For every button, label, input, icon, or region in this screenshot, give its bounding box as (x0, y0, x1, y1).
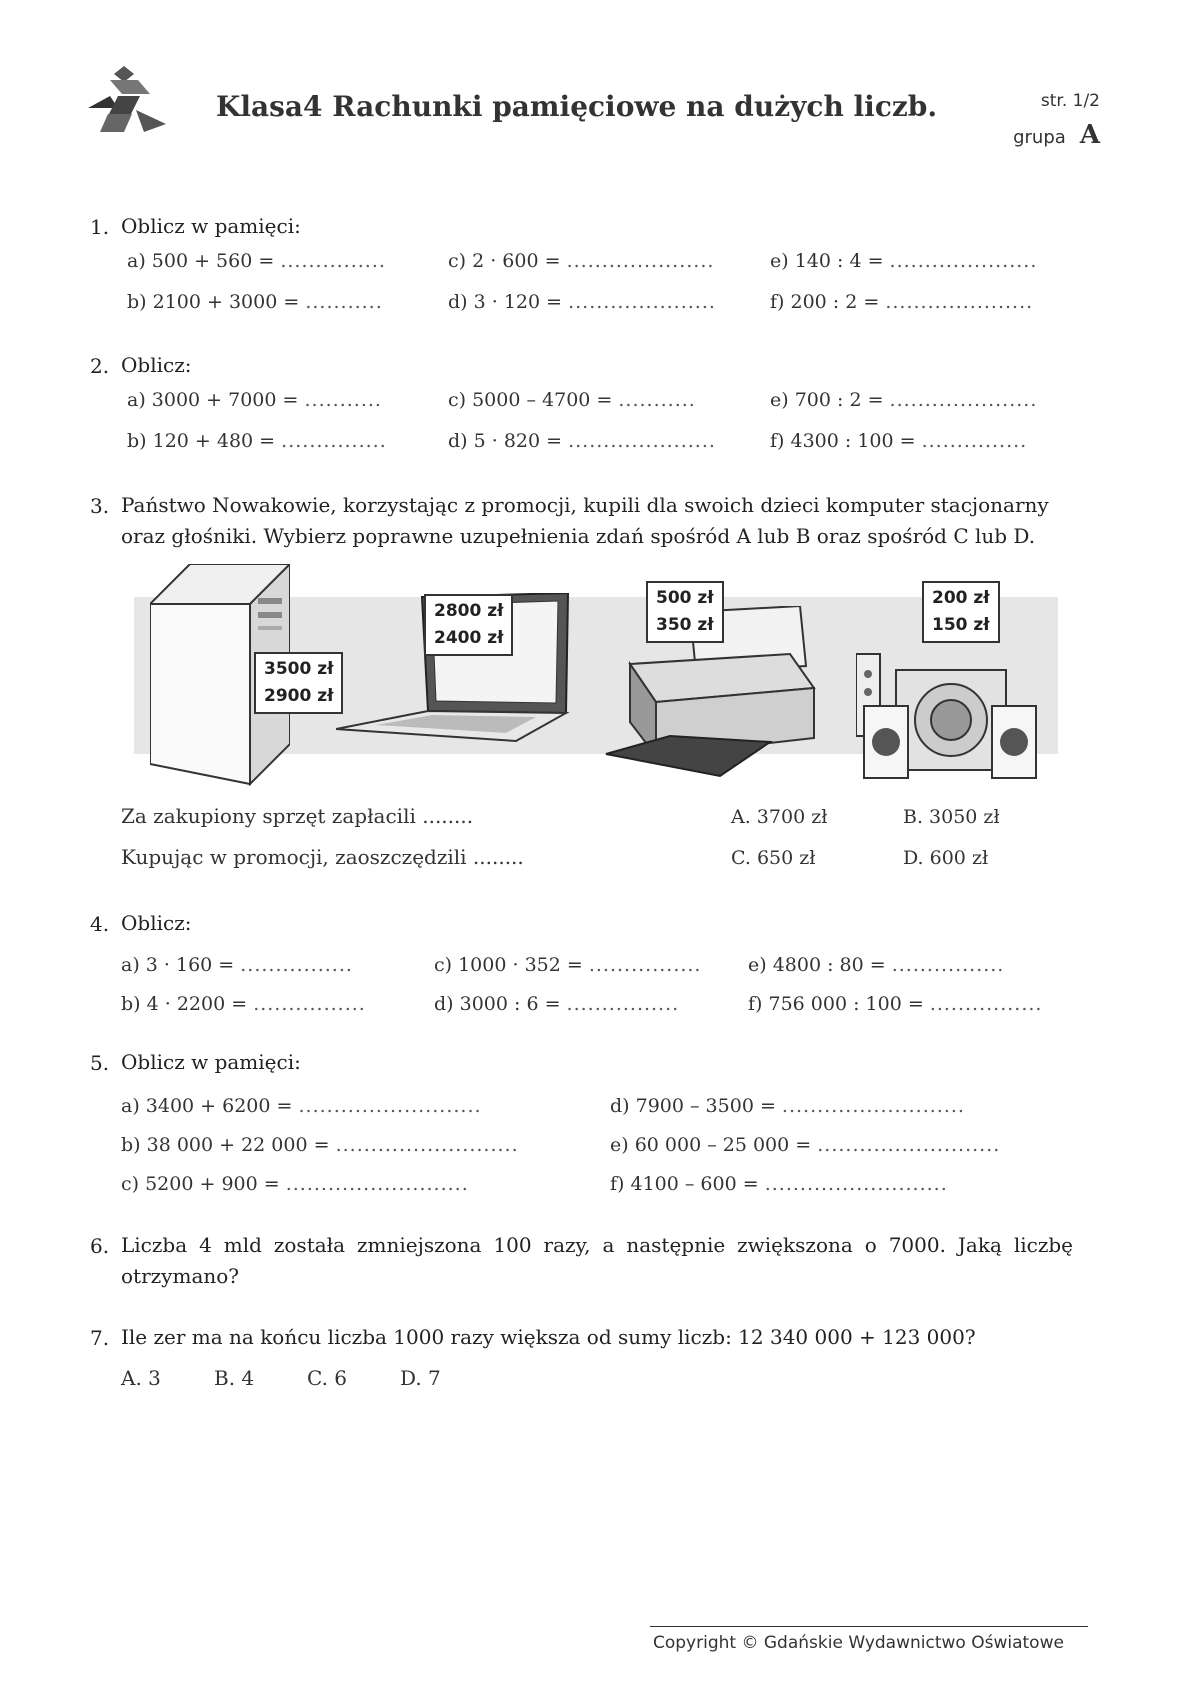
q2-item-d: d) 5 · 820 = ..................... (448, 430, 716, 452)
q5-item-f: f) 4100 – 600 = .......................... (610, 1173, 948, 1195)
q3-sentence-2: Kupując w promocji, zaoszczędzili ........ (121, 845, 524, 869)
q1-item-d: d) 3 · 120 = ..................... (448, 291, 716, 313)
q4-item-c: c) 1000 · 352 = ................ (434, 954, 702, 976)
group-indicator (1013, 120, 1100, 150)
q5-item-c: c) 5200 + 900 = .......................... (121, 1173, 469, 1195)
q4-item-d: d) 3000 : 6 = ................ (434, 993, 680, 1015)
speakers-illustration (856, 650, 1038, 780)
q4-item-a: a) 3 · 160 = ................ (121, 954, 353, 976)
worksheet-title: Klasa4 Rachunki pamięciowe na dużych liczb. (216, 90, 938, 123)
question-7-text: Ile zer ma na końcu liczba 1000 razy większa od sumy liczb: 12 340 000 + 123 000? (121, 1325, 976, 1349)
question-5-text: Oblicz w pamięci: (121, 1050, 301, 1074)
publisher-logo (88, 66, 170, 136)
q1-item-e: e) 140 : 4 = ..................... (770, 250, 1038, 272)
q5-item-b: b) 38 000 + 22 000 = .......................... (121, 1134, 519, 1156)
q5-item-d: d) 7900 – 3500 = .......................... (610, 1095, 965, 1117)
group-label: grupa (1013, 127, 1066, 148)
q1-item-c: c) 2 · 600 = ..................... (448, 250, 715, 272)
question-5-number: 5. (90, 1051, 110, 1075)
question-1-text: Oblicz w pamięci: (121, 214, 301, 238)
q3-option-c: C. 650 zł (731, 847, 816, 869)
question-1-number: 1. (90, 215, 110, 239)
price-tag-pc: 3500 zł 2900 zł (254, 652, 343, 714)
q4-item-b: b) 4 · 2200 = ................ (121, 993, 366, 1015)
q1-item-f: f) 200 : 2 = ..................... (770, 291, 1034, 313)
q4-item-f: f) 756 000 : 100 = ................ (748, 993, 1043, 1015)
q2-item-e: e) 700 : 2 = ..................... (770, 389, 1038, 411)
q2-item-a: a) 3000 + 7000 = ........... (127, 389, 382, 411)
question-2-text: Oblicz: (121, 353, 192, 377)
question-7-number: 7. (90, 1326, 110, 1350)
q2-item-c: c) 5000 – 4700 = ........... (448, 389, 696, 411)
question-2-number: 2. (90, 354, 110, 378)
question-3-line-2: oraz głośniki. Wybierz poprawne uzupełnienia zdań spośród A lub B oraz spośród C lub D. (121, 524, 1036, 548)
footer-divider (650, 1626, 1088, 1627)
price-tag-laptop: 2800 zł 2400 zł (424, 594, 513, 656)
q1-item-b: b) 2100 + 3000 = ........... (127, 291, 383, 313)
question-4-text: Oblicz: (121, 911, 192, 935)
q3-option-b: B. 3050 zł (903, 806, 1000, 828)
q2-item-b: b) 120 + 480 = ............... (127, 430, 387, 452)
price-tag-printer: 500 zł 350 zł (646, 581, 724, 643)
q3-option-d: D. 600 zł (903, 847, 989, 869)
question-6-number: 6. (90, 1234, 110, 1258)
price-tag-speakers: 200 zł 150 zł (922, 581, 1000, 643)
question-6-line-1: Liczba 4 mld została zmniejszona 100 razy, a następnie zwiększona o 7000. Jaką liczbę (121, 1233, 1073, 1257)
q2-item-f: f) 4300 : 100 = ............... (770, 430, 1028, 452)
q3-sentence-1: Za zakupiony sprzęt zapłacili ........ (121, 804, 474, 828)
group-value: A (1079, 120, 1100, 150)
q5-item-a: a) 3400 + 6200 = .......................... (121, 1095, 482, 1117)
q7-option-d: D. 7 (400, 1366, 441, 1390)
q5-item-e: e) 60 000 – 25 000 = .......................... (610, 1134, 1001, 1156)
q3-option-a: A. 3700 zł (731, 806, 828, 828)
question-3-number: 3. (90, 494, 110, 518)
q7-option-c: C. 6 (307, 1366, 348, 1390)
copyright-footer: Copyright © Gdańskie Wydawnictwo Oświatowe (653, 1633, 1064, 1653)
question-4-number: 4. (90, 912, 110, 936)
q1-item-a: a) 500 + 560 = ............... (127, 250, 386, 272)
q7-option-a: A. 3 (121, 1366, 161, 1390)
page-number: str. 1/2 (1040, 91, 1100, 111)
question-3-line-1: Państwo Nowakowie, korzystając z promocji, kupili dla swoich dzieci komputer stacjonarny (121, 493, 1049, 517)
question-6-line-2: otrzymano? (121, 1264, 240, 1288)
q4-item-e: e) 4800 : 80 = ................ (748, 954, 1005, 976)
q7-option-b: B. 4 (214, 1366, 255, 1390)
